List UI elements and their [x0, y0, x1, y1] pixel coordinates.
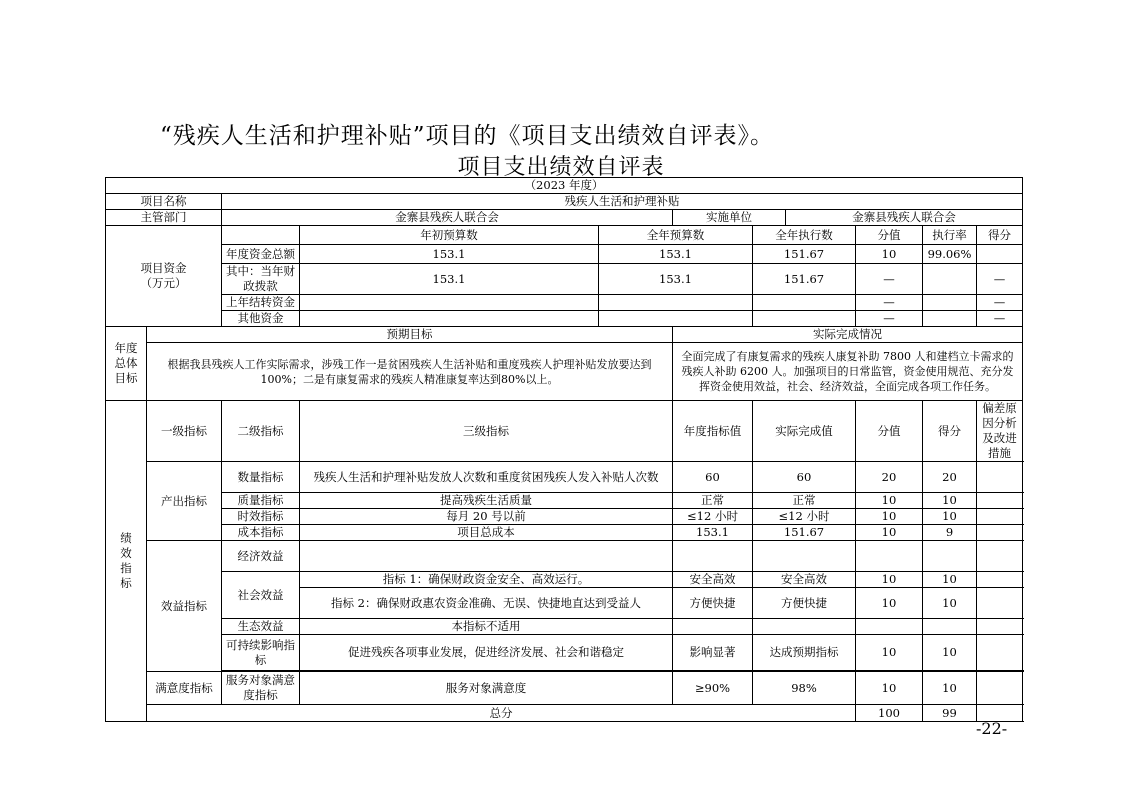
level2-cell: 成本指标: [222, 525, 300, 541]
score-cell: [923, 541, 977, 572]
dept-label: 主管部门: [106, 210, 222, 226]
value-cell: 10: [856, 588, 923, 619]
target-cell: 安全高效: [673, 572, 753, 588]
actual-cell: [753, 619, 856, 635]
value-cell: 10: [856, 572, 923, 588]
funds-annual: 153.1: [599, 245, 753, 264]
level3-cell: 提高残疾生活质量: [300, 493, 673, 509]
year-label: （2023 年度）: [106, 178, 1023, 194]
actual-cell: 151.67: [753, 525, 856, 541]
perf-label-char: 标: [120, 576, 132, 590]
funds-executed: [753, 311, 856, 327]
funds-executed: 151.67: [753, 264, 856, 295]
funds-score: —: [977, 311, 1023, 327]
funds-label-line1: 项目资金: [140, 261, 187, 275]
deviation-cell: [977, 672, 1023, 705]
project-name-label: 项目名称: [106, 194, 222, 210]
indicator-row: [106, 635, 1023, 671]
level2-cell: 可持续影响指标: [222, 635, 300, 671]
funds-initial: 153.1: [300, 264, 599, 295]
target-cell: [673, 619, 753, 635]
total-score: 99: [923, 705, 977, 722]
score-cell: 10: [923, 493, 977, 509]
actual-cell: ≤12 小时: [753, 509, 856, 525]
indicator-row: [106, 509, 1023, 525]
target-cell: [673, 541, 753, 572]
funds-score: [977, 245, 1023, 264]
actual-cell: 安全高效: [753, 572, 856, 588]
funds-header-row: [106, 226, 1023, 245]
col-level1: 一级指标: [147, 401, 222, 462]
deviation-cell: [977, 588, 1023, 619]
score-cell: 20: [923, 462, 977, 493]
col-level2: 二级指标: [222, 401, 300, 462]
deviation-cell: [977, 619, 1023, 635]
indicator-row: [106, 541, 1023, 572]
level3-cell: 服务对象满意度: [300, 672, 673, 705]
impl-unit-label: 实施单位: [673, 210, 786, 226]
level3-cell: 指标 2：确保财政惠农资金准确、无误、快捷地直达到受益人: [300, 588, 673, 619]
total-label: 总分: [147, 705, 856, 722]
col-level3: 三级指标: [300, 401, 673, 462]
funds-score-value: —: [856, 264, 923, 295]
form-title: 项目支出绩效自评表: [457, 155, 665, 180]
goal-label-char: 年度: [114, 341, 138, 355]
target-cell: 60: [673, 462, 753, 493]
deviation-cell: [977, 541, 1023, 572]
actual-cell: 98%: [753, 672, 856, 705]
funds-score: —: [977, 264, 1023, 295]
deviation-cell: [977, 509, 1023, 525]
impl-unit-value: 金寨县残疾人联合会: [786, 210, 1023, 226]
funds-row: [106, 264, 1023, 295]
funds-row-label: 其他资金: [222, 311, 300, 327]
indicator-row: [106, 462, 1023, 493]
score-cell: [923, 619, 977, 635]
expected-goal-header: 预期目标: [147, 327, 673, 343]
value-cell: 10: [856, 672, 923, 705]
indicator-row: [106, 525, 1023, 541]
funds-blank-cell: [222, 226, 300, 245]
level3-cell: 指标 1：确保财政资金安全、高效运行。: [300, 572, 673, 588]
funds-rate: [923, 295, 977, 311]
score-cell: 10: [923, 509, 977, 525]
level3-cell: 本指标不适用: [300, 619, 673, 635]
actual-cell: 60: [753, 462, 856, 493]
target-cell: 153.1: [673, 525, 753, 541]
funds-row: [106, 245, 1023, 264]
deviation-cell: [977, 493, 1023, 509]
total-row: [106, 705, 1023, 722]
funds-row: [106, 311, 1023, 327]
funds-initial: 153.1: [300, 245, 599, 264]
indicator-row: [106, 493, 1023, 509]
funds-annual: [599, 295, 753, 311]
actual-result-header: 实际完成情况: [673, 327, 1023, 343]
actual-cell: [753, 541, 856, 572]
col-executed: 全年执行数: [753, 226, 856, 245]
value-cell: [856, 619, 923, 635]
actual-cell: 正常: [753, 493, 856, 509]
funds-row: [106, 295, 1023, 311]
benefit-indicator-label: 效益指标: [147, 541, 222, 672]
score-cell: 10: [923, 588, 977, 619]
satisfaction-indicator-label: 满意度指标: [147, 672, 222, 705]
col-value: 分值: [856, 401, 923, 462]
funds-executed: [753, 295, 856, 311]
indicator-row: [106, 672, 1023, 705]
project-name-value: 残疾人生活和护理补贴: [222, 194, 1023, 210]
page-number: -22-: [976, 719, 1008, 738]
level2-cell: 数量指标: [222, 462, 300, 493]
target-cell: 影响显著: [673, 635, 753, 671]
deviation-cell: [977, 572, 1023, 588]
funds-rate: [923, 311, 977, 327]
value-cell: 10: [856, 635, 923, 671]
perf-label-char: 绩: [120, 531, 132, 545]
goal-label-char: 总体: [114, 356, 138, 370]
funds-row-label: 上年结转资金: [222, 295, 300, 311]
funds-executed: 151.67: [753, 245, 856, 264]
col-actual: 实际完成值: [753, 401, 856, 462]
value-cell: 10: [856, 525, 923, 541]
col-target: 年度指标值: [673, 401, 753, 462]
level3-cell: 促进残疾各项事业发展，促进经济发展、社会和谐稳定: [300, 635, 673, 671]
goal-label-char: 目标: [114, 371, 138, 385]
funds-row-label: 年度资金总额: [222, 245, 300, 264]
dept-value: 金寨县残疾人联合会: [222, 210, 673, 226]
annual-goal-label: [106, 327, 147, 401]
actual-result-text: 全面完成了有康复需求的残疾人康复补助 7800 人和建档立卡需求的残疾人补助 6200 人。加强项目的日常监管，资金使用规范、充分发挥资金使用效益，社会、经济效益，全面完成各项工作任务。: [673, 343, 1023, 401]
score-cell: 10: [923, 635, 977, 671]
level3-cell: [300, 541, 673, 572]
funds-label-line2: （万元）: [140, 276, 187, 290]
deviation-cell: [977, 462, 1023, 493]
funds-row-label: 其中：当年财政拨款: [222, 264, 300, 295]
actual-cell: 达成预期指标: [753, 635, 856, 671]
col-deviation: 偏差原因分析及改进措施: [977, 401, 1023, 462]
col-score: 得分: [923, 401, 977, 462]
deviation-cell: [977, 525, 1023, 541]
funds-initial: [300, 295, 599, 311]
self-evaluation-table: [105, 177, 1023, 722]
value-cell: 10: [856, 509, 923, 525]
output-indicator-label: 产出指标: [147, 462, 222, 541]
funds-rate: 99.06%: [923, 245, 977, 264]
score-cell: 10: [923, 672, 977, 705]
col-exec-rate: 执行率: [923, 226, 977, 245]
funds-score: —: [977, 295, 1023, 311]
perf-label-char: 效: [120, 546, 132, 560]
col-score-value: 分值: [856, 226, 923, 245]
expected-goal-text: 根据我县残疾人工作实际需求，涉残工作一是贫困残疾人生活补贴和重度残疾人护理补贴发放要达到100%；二是有康复需求的残疾人精准康复率达到80%以上。: [147, 343, 673, 401]
value-cell: 10: [856, 493, 923, 509]
level3-cell: 每月 20 号以前: [300, 509, 673, 525]
level2-cell: 服务对象满意度指标: [222, 672, 300, 705]
target-cell: ≤12 小时: [673, 509, 753, 525]
target-cell: 方便快捷: [673, 588, 753, 619]
level2-cell: 经济效益: [222, 541, 300, 572]
funds-score-value: —: [856, 311, 923, 327]
level2-cell: 生态效益: [222, 619, 300, 635]
total-value: 100: [856, 705, 923, 722]
funds-initial: [300, 311, 599, 327]
level3-cell: 项目总成本: [300, 525, 673, 541]
indicator-row: [106, 619, 1023, 635]
funds-label: [106, 226, 222, 327]
score-cell: 10: [923, 572, 977, 588]
funds-score-value: —: [856, 295, 923, 311]
perf-label-char: 指: [120, 561, 132, 575]
value-cell: 20: [856, 462, 923, 493]
deviation-cell: [977, 635, 1023, 671]
perf-indicator-label: [106, 401, 147, 722]
col-score: 得分: [977, 226, 1023, 245]
level2-cell: 质量指标: [222, 493, 300, 509]
funds-rate: [923, 264, 977, 295]
target-cell: 正常: [673, 493, 753, 509]
funds-annual: [599, 311, 753, 327]
funds-annual: 153.1: [599, 264, 753, 295]
funds-score-value: 10: [856, 245, 923, 264]
actual-cell: 方便快捷: [753, 588, 856, 619]
level2-cell: 时效指标: [222, 509, 300, 525]
indicator-row: [106, 572, 1023, 588]
value-cell: [856, 541, 923, 572]
level2-cell: 社会效益: [222, 572, 300, 619]
intro-heading: “残疾人生活和护理补贴”项目的《项目支出绩效自评表》。: [160, 123, 775, 149]
col-annual-budget: 全年预算数: [599, 226, 753, 245]
level3-cell: 残疾人生活和护理补贴发放人次数和重度贫困残疾人发入补贴人次数: [300, 462, 673, 493]
target-cell: ≥90%: [673, 672, 753, 705]
score-cell: 9: [923, 525, 977, 541]
col-initial-budget: 年初预算数: [300, 226, 599, 245]
